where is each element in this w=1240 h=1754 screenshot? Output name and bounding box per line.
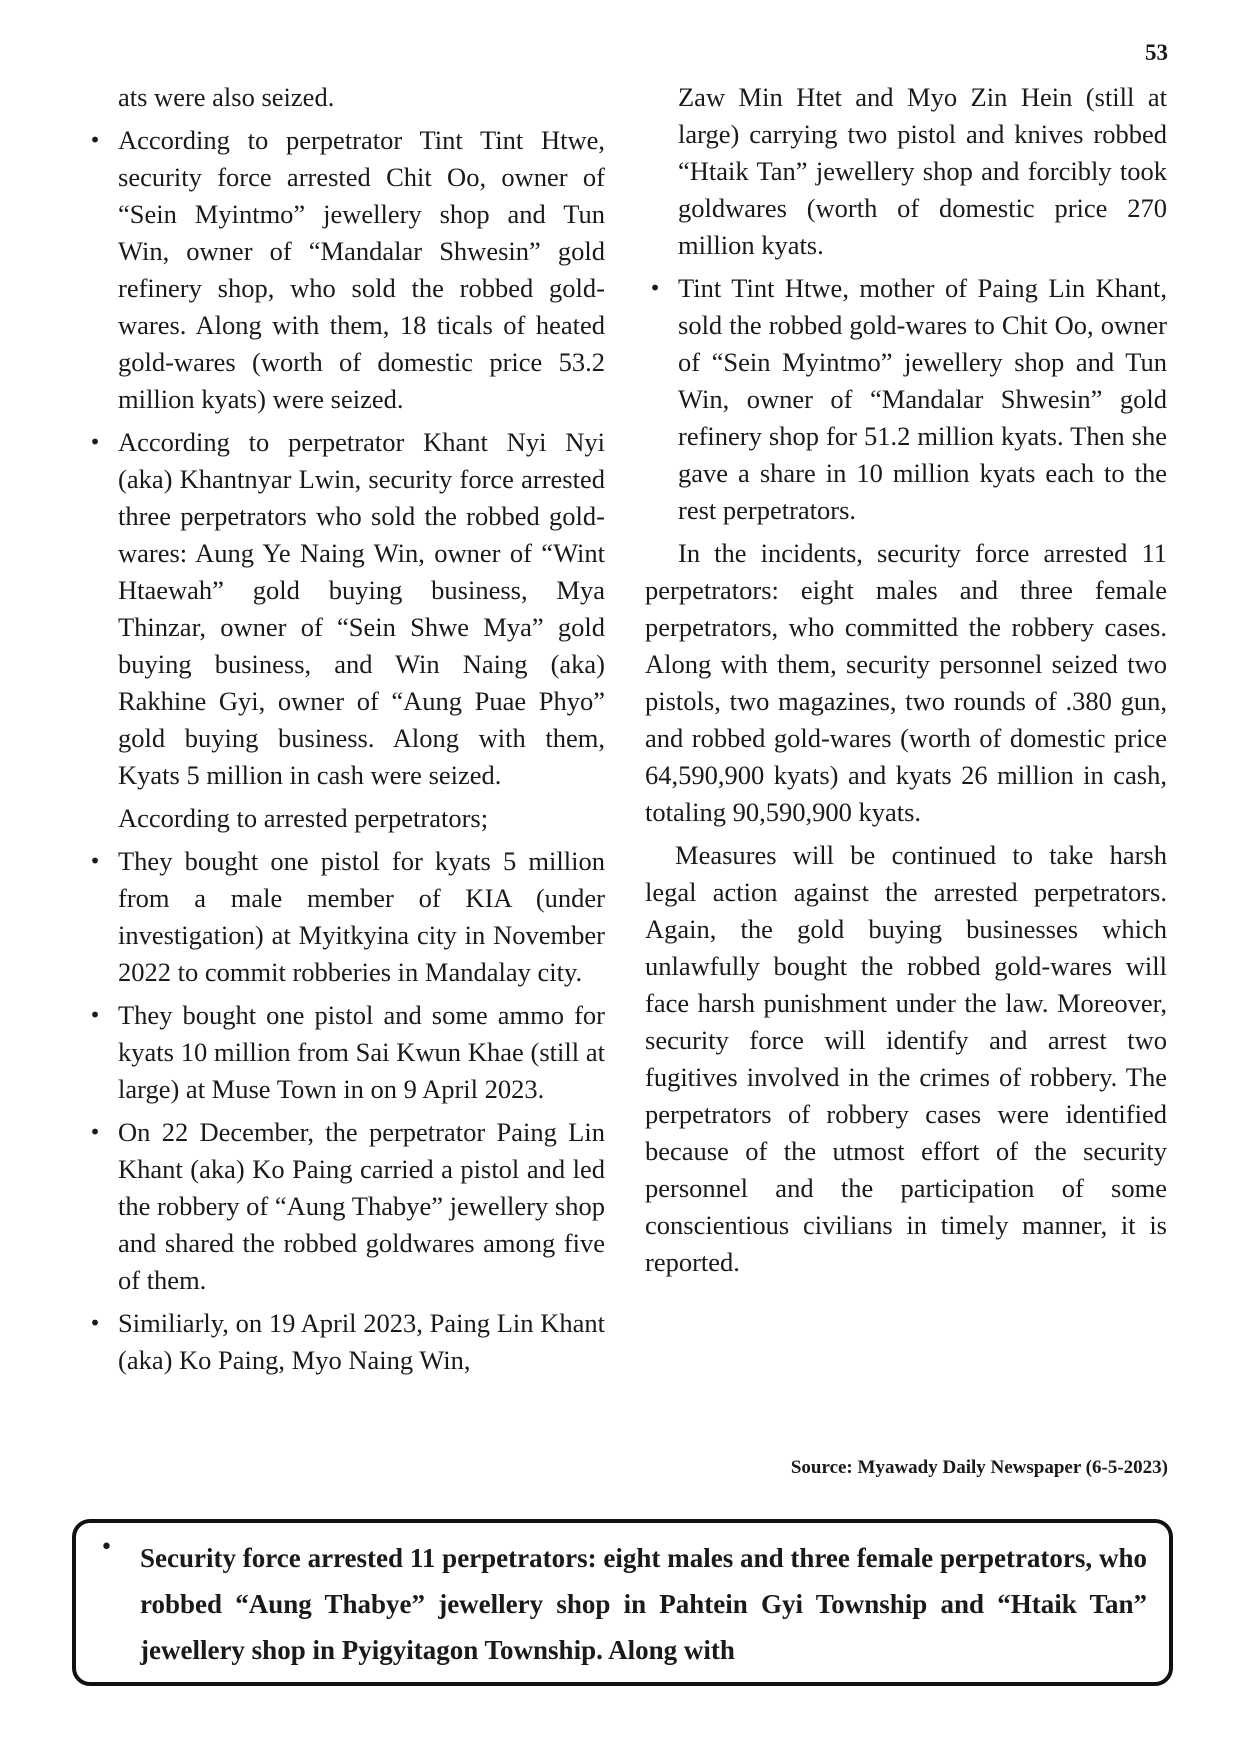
- bullet-icon: •: [89, 1311, 101, 1335]
- list-item: [85, 1114, 605, 1299]
- bullet-list: [85, 122, 605, 794]
- bullet-icon: •: [100, 1535, 113, 1560]
- page-number: 53: [1145, 40, 1168, 65]
- bullet-list: [645, 270, 1167, 529]
- summary-text: Security force arrested 11 perpetrators: eight males and three female perpetrators, who robbed “Aung Thabye” jewellery shop in Pahtein Gyi Township and “Htaik Tan” jewellery shop in Pyigyitagon Township. Along with: [140, 1543, 1147, 1665]
- bullet-icon: •: [89, 430, 101, 454]
- paragraph: ats were also seized.: [118, 82, 335, 112]
- bullet-icon: •: [89, 1120, 101, 1144]
- paragraph: According to arrested perpetrators;: [118, 803, 489, 833]
- list-item-text: Tint Tint Htwe, mother of Paing Lin Khant, sold the robbed gold-wares to Chit Oo, owner of “Sein Myintmo” jewellery shop and Tun Win, owner of “Mandalar Shwesin” gold refinery shop for 51.2 million kyats. Then she gave a share in 10 million kyats each to the rest perpetrators.: [678, 273, 1167, 525]
- list-item: [85, 997, 605, 1108]
- summary-box: [72, 1519, 1173, 1686]
- bullet-icon: •: [649, 276, 661, 300]
- list-item: [85, 122, 605, 418]
- list-item-text: They bought one pistol and some ammo for kyats 10 million from Sai Kwun Khae (still at large) at Muse Town in on 9 April 2023.: [118, 1000, 605, 1104]
- bullet-list: [85, 843, 605, 1379]
- bullet-icon: •: [89, 849, 101, 873]
- paragraph: Zaw Min Htet and Myo Zin Hein (still at large) carrying two pistol and knives robbed “Htaik Tan” jewellery shop and forcibly took goldwares (worth of domestic price 270 million kyats.: [678, 82, 1167, 260]
- left-column: [85, 79, 605, 1385]
- list-item: [85, 424, 605, 794]
- paragraph: Measures will be continued to take harsh legal action against the arrested perpetrators. Again, the gold buying businesses which unlawfully bought the robbed gold-wares will face harsh punishment under the law. Moreover, security force will identify and arrest two fugitives involved in the crimes of robbery. The perpetrators of robbery cases were identified because of the utmost effort of the security personnel and the participation of some conscientious civilians in timely manner, it is reported.: [645, 840, 1167, 1277]
- paragraph: In the incidents, security force arrested 11 perpetrators: eight males and three female perpetrators, who committed the robbery cases. Along with them, security personnel seized two pistols, two magazines, two rounds of .380 gun, and robbed gold-wares (worth of domestic price 64,590,900 kyats) and kyats 26 million in cash, totaling 90,590,900 kyats.: [645, 538, 1167, 827]
- list-item-text: According to perpetrator Khant Nyi Nyi (aka) Khantnyar Lwin, security force arrested three perpetrators who sold the robbed gold-wares: Aung Ye Naing Win, owner of “Wint Htaewah” gold buying business, Mya Thinzar, owner of “Sein Shwe Mya” gold buying business, and Win Naing (aka) Rakhine Gyi, owner of “Aung Puae Phyo” gold buying business. Along with them, Kyats 5 million in cash were seized.: [118, 427, 605, 790]
- right-column: [645, 79, 1167, 1287]
- list-item: [85, 1305, 605, 1379]
- bullet-icon: •: [89, 1003, 101, 1027]
- list-item: [85, 843, 605, 991]
- list-item-text: According to perpetrator Tint Tint Htwe, security force arrested Chit Oo, owner of “Sein Myintmo” jewellery shop and Tun Win, owner of “Mandalar Shwesin” gold refinery shop, who sold the robbed gold-wares. Along with them, 18 ticals of heated gold-wares (worth of domestic price 53.2 million kyats) were seized.: [118, 125, 605, 414]
- summary-row: [90, 1535, 1147, 1673]
- list-item-text: Similiarly, on 19 April 2023, Paing Lin Khant (aka) Ko Paing, Myo Naing Win,: [118, 1308, 605, 1375]
- list-item: [645, 270, 1167, 529]
- source-citation: Source: Myawady Daily Newspaper (6-5-2023): [790, 1457, 1168, 1478]
- bullet-icon: •: [89, 128, 101, 152]
- list-item-text: On 22 December, the perpetrator Paing Lin Khant (aka) Ko Paing carried a pistol and led the robbery of “Aung Thabye” jewellery shop and shared the robbed goldwares among five of them.: [118, 1117, 605, 1295]
- list-item-text: They bought one pistol for kyats 5 million from a male member of KIA (under investigation) at Myitkyina city in November 2022 to commit robberies in Mandalay city.: [118, 846, 605, 987]
